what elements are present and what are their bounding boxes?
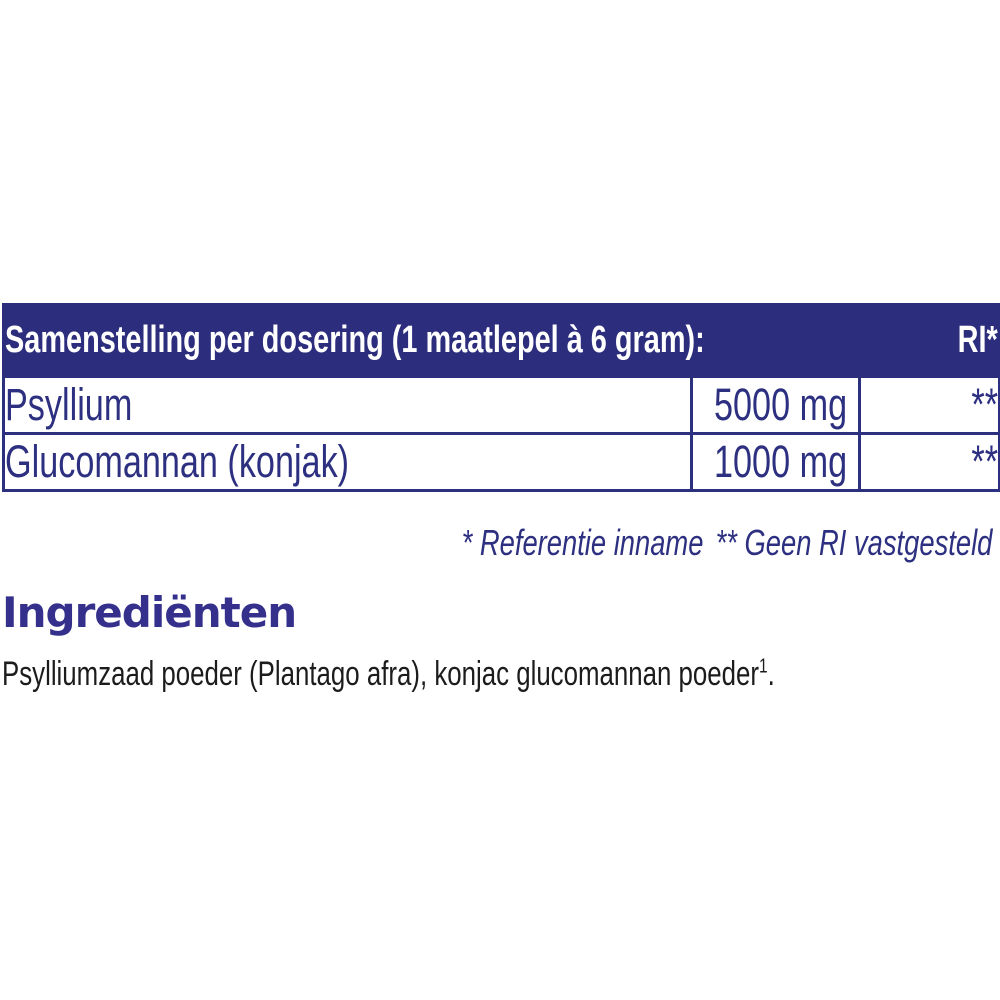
- ingredients-text-line: [2, 652, 775, 696]
- ingredient-ri-cell: [860, 377, 1000, 434]
- ingredient-name: Psyllium: [5, 379, 133, 430]
- ingredient-ri: **: [971, 436, 999, 487]
- composition-table-header-row: [4, 305, 1000, 377]
- table-header-title: [4, 305, 860, 377]
- ingredient-amount-cell: [692, 377, 860, 434]
- composition-table: [2, 303, 1000, 492]
- ingredients-paragraph: [2, 652, 1000, 696]
- table-row: [4, 377, 1000, 434]
- footnote-reference-intake: * Referentie inname: [461, 522, 704, 563]
- table-row: [4, 434, 1000, 491]
- ingredients-heading: Ingrediënten: [2, 588, 297, 637]
- footnote-text: [461, 522, 992, 564]
- ingredient-name-cell: [4, 434, 692, 491]
- ingredient-name: Glucomannan (konjak): [5, 436, 350, 487]
- table-header-ri-text: RI*: [957, 319, 999, 361]
- footnote-no-ri: ** Geen RI vastgesteld: [715, 522, 992, 563]
- ingredients-period: .: [767, 655, 775, 693]
- ingredient-ri-cell: [860, 434, 1000, 491]
- ingredient-amount: 5000 mg: [714, 379, 848, 430]
- table-header-ri: [860, 305, 1000, 377]
- table-header-title-text: Samenstelling per dosering (1 maatlepel à 6 gram):: [5, 319, 705, 361]
- ingredients-footnote-marker: 1: [758, 655, 768, 678]
- ingredient-ri: **: [971, 379, 999, 430]
- ingredient-amount: 1000 mg: [714, 436, 848, 487]
- ingredients-text: Psylliumzaad poeder (Plantago afra), konjac glucomannan poeder: [2, 655, 759, 693]
- ingredient-amount-cell: [692, 434, 860, 491]
- ingredient-name-cell: [4, 377, 692, 434]
- table-footnote: [0, 522, 992, 564]
